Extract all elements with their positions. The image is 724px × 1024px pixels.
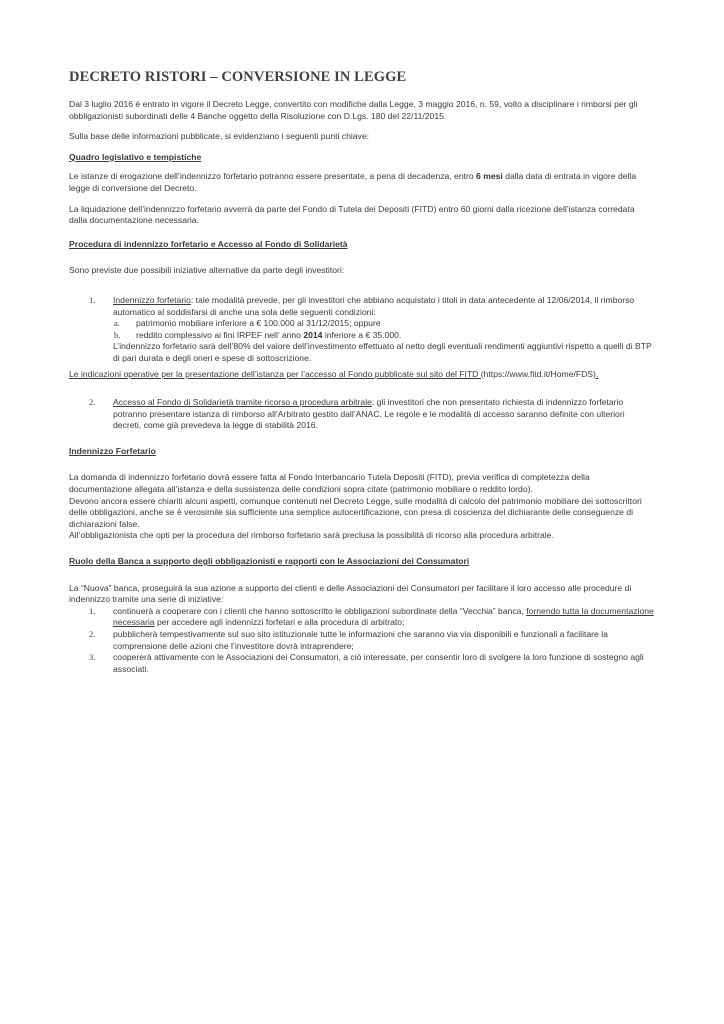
list-item-indennizzo: [69, 295, 655, 318]
sub-item-text: patrimonio mobiliare inferiore a € 100.000 al 31/12/2015; oppure: [136, 318, 381, 329]
section3-paragraph-1: La domanda di indennizzo forfetario dovrà essere fatta al Fondo Interbancario Tutela Depositi (FITD), previa verifica di completezza della documentazione allegata all’istanza e della sussistenza delle condizioni sopra citate (patrimonio mobiliare o reddito lordo).: [69, 472, 590, 495]
section3-paragraph-2: Devono ancora essere chiariti alcuni aspetti, comunque contenuti nel Decreto Legge, sulle modalità di calcolo del patrimonio mobiliare dei sottoscrittori delle obbligazioni, anche se è verosimile sia sufficiente una semplice autocertificazione, con presa di coscienza del dichiarante delle conseguenze di dichiarazioni false.: [69, 495, 642, 529]
section1-paragraph-1: [69, 171, 655, 194]
section-heading-ruolo-banca: Ruolo della Banca a supporto degli obbligazionisti e rapporti con le Associazioni dei Consumatori: [69, 556, 470, 567]
list-item-cooperare: [69, 606, 655, 629]
list-number: 2.: [89, 397, 96, 408]
list-item-pubblichera: [69, 629, 655, 652]
intro-key-points: Sulla base delle informazioni pubblicate, si evidenziano i seguenti punti chiave:: [69, 131, 370, 142]
list-item-title: Indennizzo forfetario: [113, 294, 191, 305]
section1-p1-text-b: dalla data di entrata in vigore della legge di conversione del Decreto.: [69, 171, 637, 193]
section3-paragraph-3: All’obbligazionista che opti per la procedura del rimborso forfetario sarà preclusa la possibilità di ricorso alla procedura arbitrale.: [69, 530, 554, 541]
list-item-after-text: L’indennizzo forfetario sarà dell’80% del valore dell’investimento effettuato al netto degli eventuali rendimenti aggiuntivi rispetto a quelli di BTP di pari durata e degli oneri e spese di sottoscrizione.: [113, 341, 652, 363]
section4-intro: La “Nuova” banca, proseguirà la sua azione a supporto dei clienti e delle Associazioni dei Consumatori per facilitare il loro accesso alle procedure di indennizzo tramite una serie di iniziative:: [69, 582, 632, 605]
list-item-body-b: per accedere agli indennizzi forfetari e alla procedura di arbitrato;: [154, 617, 405, 628]
section1-p1-bold: 6 mesi: [476, 171, 503, 182]
document-page: [69, 68, 655, 675]
section-heading-quadro: Quadro legislativo e tempistiche: [69, 151, 202, 162]
list-item-body: : gli investitori che non presentato richiesta di indennizzo forfetario potranno presentare istanza di rimborso all’Arbitrato gestito dall’ANAC. Le regole e le modalità di accesso saranno definite con ulteriori decreti, come già prevedeva la legge di stabilità 2016.: [113, 397, 625, 431]
document-title: DECRETO RISTORI – CONVERSIONE IN LEGGE: [69, 69, 407, 85]
list-number: 2.: [89, 629, 96, 639]
sub-b-text-2: inferiore a € 35.000.: [322, 329, 402, 340]
list-item-text: [113, 295, 655, 318]
list-number: 1.: [89, 294, 96, 305]
fitd-link-end: ).: [593, 368, 599, 379]
fitd-link-line: [69, 369, 655, 381]
list-item-text: pubblicherà tempestivamente sul suo sito istituzionale tutte le informazioni che saranno via via disponibili e funzionali a facilitare la comprensione delle azioni che l’investitore dovrà intraprendere;: [113, 629, 608, 651]
list-number: 3.: [89, 652, 96, 663]
sub-b-text-1: reddito complessivo ai fini IRPEF nell’ anno: [136, 329, 304, 340]
list-item-text: [113, 397, 655, 432]
sub-item-b: [69, 330, 655, 342]
list-number: 1.: [89, 605, 96, 616]
list-item-title: Accesso al Fondo di Solidarietà tramite ricorso a procedura arbitrale: [113, 397, 372, 408]
sub-item-text: [136, 330, 401, 342]
list-item-underlined: fornendo tutta la documentazione necessaria: [113, 605, 654, 628]
list-item-continuation: [69, 341, 655, 364]
list-item-text: coopererà attivamente con le Associazioni dei Consumatori, a ciò interessate, per consentir loro di svolgere la loro funzione di sostegno agli associati.: [113, 652, 644, 674]
section-heading-procedura: Procedura di indennizzo forfetario e Accesso al Fondo di Solidarietà: [69, 238, 348, 249]
fitd-url[interactable]: https://www.fitd.it/Home/FDS: [483, 368, 594, 379]
list-item-coopera: [69, 652, 655, 675]
sub-item-a: [69, 318, 655, 330]
section1-paragraph-2: La liquidazione dell’indennizzo forfetario avverrà da parte del Fondo di Tutela dei Depositi (FITD) entro 60 giorni dalla ricezione dell’istanza corredata dalla documentazione necessaria.: [69, 203, 635, 226]
section-heading-indennizzo: Indennizzo Forfetario: [69, 445, 156, 456]
sub-letter: b.: [114, 329, 121, 340]
section2-intro: Sono previste due possibili iniziative alternative da parte degli investitori:: [69, 265, 345, 276]
section1-p1-text-a: Le istanze di erogazione dell’indennizzo forfetario potranno essere presentate, a pena di decadenza, entro: [69, 171, 477, 182]
list-item-fondo-solidarieta: [69, 397, 655, 432]
list-item-body: : tale modalità prevede, per gli investitori che abbiano acquistato i titoli in data antecedente al 12/06/2014, il rimborso automatico al soddisfarsi di anche una sola delle seguenti condizioni:: [113, 294, 635, 317]
list-item-body-a: continuerà a cooperare con i clienti che hanno sottoscritto le obbligazioni subordinate della “Vecchia” banca,: [113, 605, 527, 616]
list-item-text: [113, 606, 655, 629]
sub-letter: a.: [114, 318, 120, 329]
fitd-link-text[interactable]: Le indicazioni operative per la presentazione dell’istanza per l’accesso al Fondo pubblicate sul sito del FITD (: [69, 368, 484, 379]
intro-paragraph: Dal 3 luglio 2016 è entrato in vigore il Decreto Legge, convertito con modifiche dalla Legge, 3 maggio 2016, n. 59, volto a disciplinare i rimborsi per gli obbligazionisti subordinati delle 4 Banche oggetto della Risoluzione con D.Lgs. 180 del 22/11/2015.: [69, 99, 638, 121]
sub-b-bold: 2014: [303, 329, 323, 340]
